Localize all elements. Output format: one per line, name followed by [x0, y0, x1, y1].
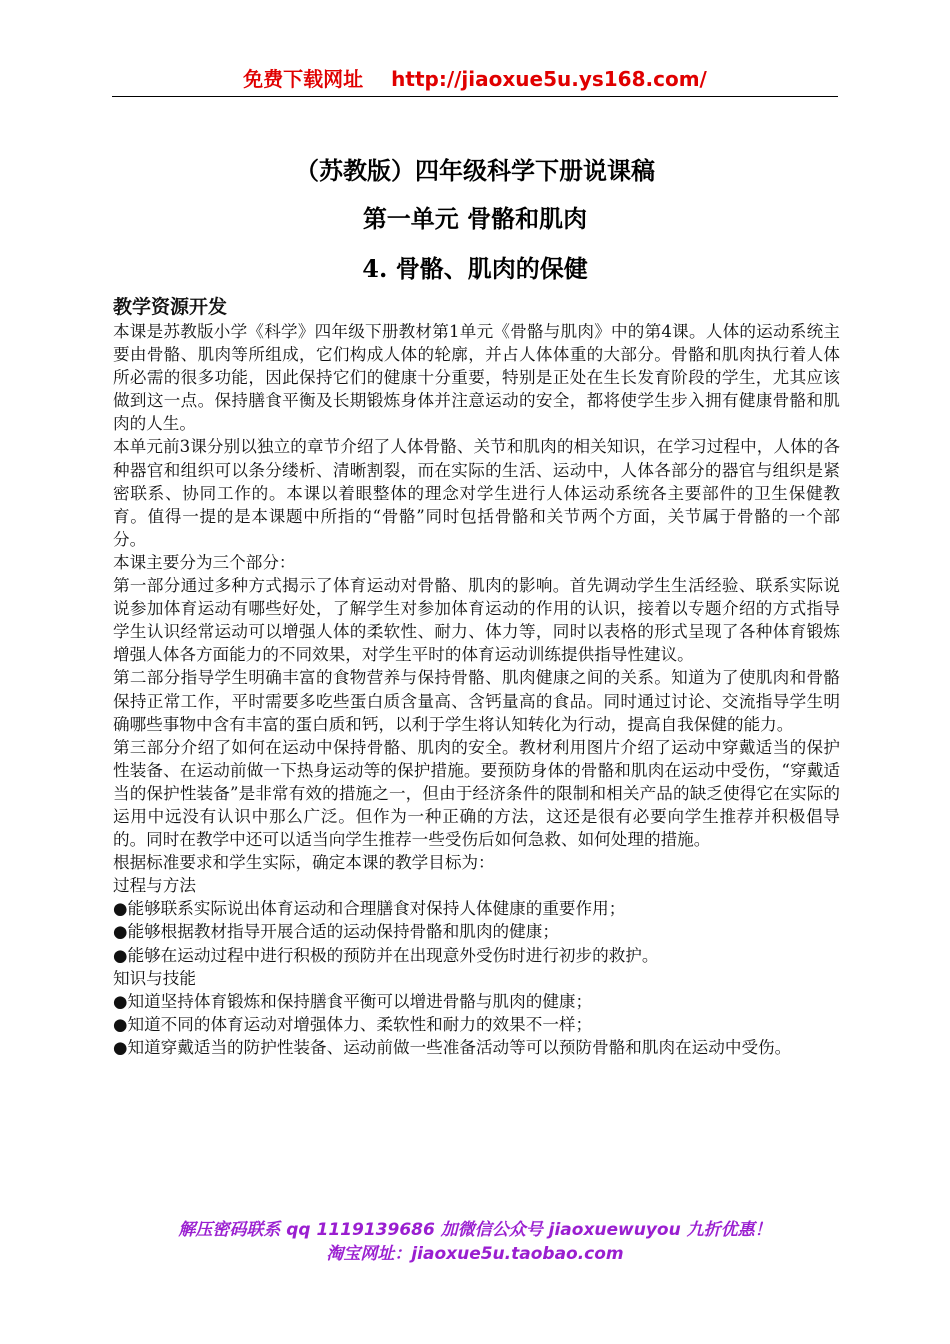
- bullet-item: ●能够根据教材指导开展合适的运动保持骨骼和肌肉的健康；: [113, 922, 559, 942]
- bullet-item: ●能够联系实际说出体育运动和合理膳食对保持人体健康的重要作用；: [113, 899, 626, 919]
- header-url-link[interactable]: http://jiaoxue5u.ys168.com/: [391, 67, 707, 91]
- subheading-knowledge: 知识与技能: [113, 968, 196, 988]
- paragraph: 第一部分通过多种方式揭示了体育运动对骨骼、肌肉的影响。首先调动学生生活经验、联系实际说说参加体育运动有哪些好处，了解学生对参加体育运动的作用的认识，接着以专题介绍的方式指导学生认识经常运动可以增强人体的柔软性、耐力、体力等，同时以表格的形式呈现了各种体育锻炼增强人体各方面能力的不同效果，对学生平时的体育运动训练提供指导性建议。: [113, 576, 840, 665]
- document-title: （苏教版）四年级科学下册说课稿: [295, 156, 655, 185]
- bullet-item: ●知道坚持体育锻炼和保持膳食平衡可以增进骨骼与肌肉的健康；: [113, 991, 593, 1011]
- paragraph: 本课是苏教版小学《科学》四年级下册教材第1单元《骨骼与肌肉》中的第4课。人体的运动系统主要由骨骼、肌肉等所组成，它们构成人体的轮廓，并占人体体重的大部分。骨骼和肌肉执行着人体所必需的很多功能，因此保持它们的健康十分重要，特别是正处在生长发育阶段的学生，尤其应该做到这一点。保持膳食平衡及长期锻炼身体并注意运动的安全，都将使学生步入拥有健康骨骼和肌肉的人生。: [113, 322, 840, 434]
- footer-shop-link[interactable]: 淘宝网址：jiaoxue5u.taobao.com: [326, 1244, 624, 1264]
- paragraph: 第二部分指导学生明确丰富的食物营养与保持骨骼、肌肉健康之间的关系。知道为了使肌肉和骨骼保持正常工作，平时需要多吃些蛋白质含量高、含钙量高的食品。同时通过讨论、交流指导学生明确哪些事物中含有丰富的蛋白质和钙，以利于学生将认知转化为行动，提高自我保健的能力。: [113, 668, 840, 734]
- bullet-item: ●知道不同的体育运动对增强体力、柔软性和耐力的效果不一样；: [113, 1014, 593, 1034]
- section-heading: 教学资源开发: [113, 296, 228, 318]
- subheading-process: 过程与方法: [113, 876, 196, 896]
- paragraph: 本课主要分为三个部分：: [113, 552, 296, 572]
- paragraph: 第三部分介绍了如何在运动中保持骨骼、肌肉的安全。教材利用图片介绍了运动中穿戴适当的保护性装备、在运动前做一下热身运动等的保护措施。要预防身体的骨骼和肌肉在运动中受伤，“穿戴适当的保护性装备”是非常有效的措施之一，但由于经济条件的限制和相关产品的缺乏使得它在实际的运用中远没有认识中那么广泛。但作为一种正确的方法，这还是很有必要向学生推荐并积极倡导的。同时在教学中还可以适当向学生推荐一些受伤后如何急救、如何处理的措施。: [113, 737, 840, 850]
- footer-contact: 解压密码联系 qq 1119139686 加微信公众号 jiaoxuewuyou 九折优惠！: [178, 1220, 772, 1240]
- page-header: [112, 62, 838, 97]
- document-body: [113, 294, 840, 1059]
- bullet-item: ●知道穿戴适当的防护性装备、运动前做一些准备活动等可以预防骨骼和肌肉在运动中受伤。: [113, 1037, 792, 1057]
- unit-title: 第一单元 骨骼和肌肉: [362, 204, 588, 233]
- paragraph: 根据标准要求和学生实际，确定本课的教学目标为：: [113, 853, 495, 873]
- paragraph: 本单元前3课分别以独立的章节介绍了人体骨骼、关节和肌肉的相关知识，在学习过程中，人体的各种器官和组织可以条分缕析、清晰割裂，而在实际的生活、运动中，人体各部分的器官与组织是紧密联系、协同工作的。本课以着眼整体的理念对学生进行人体运动系统各主要部件的卫生保健教育。值得一提的是本课题中所指的“骨骼”同时包括骨骼和关节两个方面，关节属于骨骼的一个部分。: [113, 437, 840, 549]
- header-label: 免费下载网址: [243, 67, 364, 91]
- lesson-title: 4. 骨骼、肌肉的保健: [362, 254, 588, 283]
- bullet-item: ●能够在运动过程中进行积极的预防并在出现意外受伤时进行初步的救护。: [113, 945, 659, 965]
